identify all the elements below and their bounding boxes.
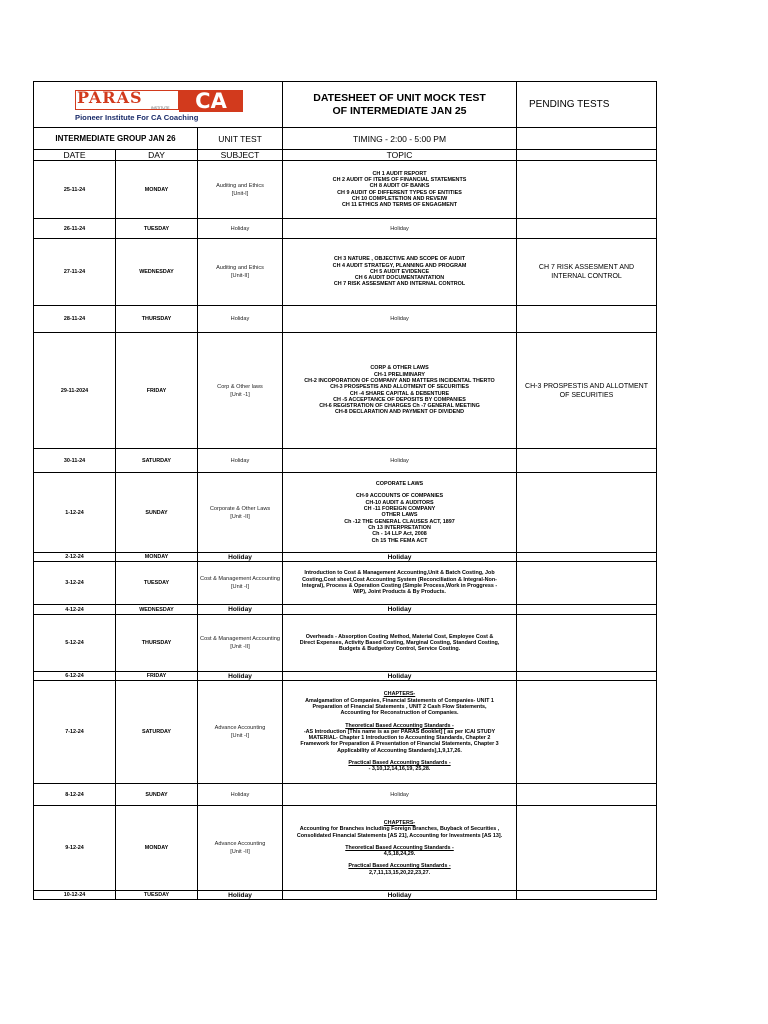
logo-tagline: Pioneer Institute For CA Coaching bbox=[75, 112, 199, 122]
subject-cell bbox=[198, 161, 283, 219]
topic-line: Holiday bbox=[387, 672, 412, 680]
subject-line: Auditing and Ethics bbox=[216, 182, 264, 189]
topic-line: Holiday bbox=[390, 457, 409, 464]
topic-cell bbox=[283, 553, 517, 562]
subject-cell bbox=[198, 219, 283, 239]
subject-line: Cost & Management Accounting bbox=[200, 576, 280, 582]
timing-label: TIMING - 2:00 - 5:00 PM bbox=[283, 128, 517, 150]
topic-cell bbox=[283, 306, 517, 333]
topic-line: CH-8 DECLARATION AND PAYMENT OF DIVIDEND bbox=[334, 409, 465, 416]
subject-line: Advance Accounting bbox=[214, 841, 266, 847]
subject-line: Corporate & Other Laws bbox=[209, 505, 271, 512]
topic-line: Theoretical Based Accounting Standards - bbox=[345, 722, 454, 729]
schedule-row bbox=[34, 161, 657, 219]
subject-line: [Unit -1] bbox=[230, 391, 250, 398]
topic-line: - 3,10,12,14,16,19, 25,28. bbox=[368, 766, 431, 773]
date-cell: 25-11-24 bbox=[34, 161, 116, 219]
schedule-row bbox=[34, 239, 657, 306]
document-title bbox=[283, 82, 517, 128]
day-cell: MONDAY bbox=[116, 806, 198, 891]
topic-line: Direct Expenses, Activity Based Costing, Marginal Costing, Standard Costing, bbox=[299, 639, 500, 646]
subject-line: Holiday bbox=[230, 791, 250, 798]
topic-line: Theoretical Based Accounting Standards - bbox=[345, 844, 454, 851]
topic-cell bbox=[283, 333, 517, 449]
topic-line: CH 11 ETHICS AND TERMS OF ENGAGMENT bbox=[341, 202, 458, 209]
schedule-row bbox=[34, 449, 657, 473]
subject-line: Holiday bbox=[228, 891, 252, 899]
date-cell: 1-12-24 bbox=[34, 473, 116, 553]
date-cell: 6-12-24 bbox=[34, 672, 116, 681]
subject-cell bbox=[198, 449, 283, 473]
topic-line: Introduction to Cost & Management Accounting,Unit & Batch Costing, Job bbox=[304, 570, 495, 577]
topic-line: CH-6 REGISTRATION OF CHARGES Ch -7 GENERAL MEETING bbox=[319, 403, 480, 410]
pending-cell bbox=[517, 219, 657, 239]
schedule-row bbox=[34, 473, 657, 553]
schedule-row bbox=[34, 806, 657, 891]
subject-line: Holiday bbox=[228, 606, 252, 613]
unit-test-label: UNIT TEST bbox=[198, 128, 283, 150]
subject-line: Holiday bbox=[230, 457, 250, 464]
topic-cell bbox=[283, 219, 517, 239]
subject-line: [Unit -II] bbox=[230, 644, 250, 650]
subject-cell bbox=[198, 784, 283, 806]
pending-cell bbox=[517, 672, 657, 681]
subject-line: Holiday bbox=[230, 316, 250, 322]
day-cell: TUESDAY bbox=[116, 562, 198, 605]
day-cell: MONDAY bbox=[116, 553, 198, 562]
topic-line: CH 9 AUDIT OF DIFFERENT TYPES OF ENTITIES bbox=[337, 189, 462, 196]
topic-line: Holiday bbox=[387, 891, 412, 899]
pending-cell bbox=[517, 449, 657, 473]
schedule-row bbox=[34, 553, 657, 562]
schedule-row bbox=[34, 306, 657, 333]
topic-line: Ch 13 INTERPRETATION bbox=[368, 524, 431, 531]
pending-cell bbox=[517, 553, 657, 562]
logo-institute-text: INSTITUTE bbox=[151, 105, 170, 110]
date-cell: 4-12-24 bbox=[34, 605, 116, 615]
topic-line: CH 2 AUDIT OF ITEMS OF FINANCIAL STATEMENTS bbox=[332, 176, 467, 183]
pending-line: CH 7 RISK ASSESMENT AND bbox=[538, 264, 635, 271]
topic-line: Amalgamation of Companies, Financial Statements of Companies- UNIT 1 bbox=[305, 697, 494, 704]
subject-cell bbox=[198, 473, 283, 553]
subject-cell bbox=[198, 806, 283, 891]
subject-cell bbox=[198, 553, 283, 562]
day-cell: SUNDAY bbox=[116, 473, 198, 553]
subject-line: Corp & Other laws bbox=[217, 383, 263, 390]
topic-line: CHAPTERS- bbox=[383, 819, 416, 826]
day-cell: TUESDAY bbox=[116, 219, 198, 239]
column-header-row bbox=[34, 150, 657, 161]
topic-cell bbox=[283, 473, 517, 553]
column-subject: SUBJECT bbox=[198, 150, 283, 161]
schedule-row bbox=[34, 333, 657, 449]
logo-cell bbox=[34, 82, 283, 128]
day-cell: SATURDAY bbox=[116, 449, 198, 473]
topic-line: Budgets & Budgetory Control, Service Costing. bbox=[338, 646, 461, 653]
pending-line: CH-3 PROSPESTIS AND ALLOTMENT bbox=[525, 382, 648, 390]
topic-line: CH -11 FOREIGN COMPANY bbox=[363, 506, 436, 513]
pending-cell bbox=[517, 806, 657, 891]
topic-line: CH-10 AUDIT & AUDITORS bbox=[365, 499, 434, 506]
day-cell: FRIDAY bbox=[116, 333, 198, 449]
pending-cell bbox=[517, 239, 657, 306]
topic-cell bbox=[283, 605, 517, 615]
topic-line: WIP), Joint Products & By Products. bbox=[353, 589, 446, 596]
subject-cell bbox=[198, 239, 283, 306]
topic-line: MATERIAL- Chapter 1 Introduction to Accounting Standards, Chapter 2 bbox=[308, 735, 491, 742]
subject-line: Holiday bbox=[230, 225, 250, 232]
topic-line: CH 7 RISK ASSESMENT AND INTERNAL CONTROL bbox=[333, 281, 466, 288]
pending-line: INTERNAL CONTROL bbox=[551, 273, 622, 280]
subject-line: [Unit-I] bbox=[231, 190, 249, 197]
subject-line: Advance Accounting bbox=[214, 725, 266, 731]
topic-line: CORP & OTHER LAWS bbox=[370, 365, 429, 372]
pending-line: OF SECURITIES bbox=[559, 391, 614, 399]
topic-line: CH 5 AUDIT EVIDENCE bbox=[369, 268, 430, 275]
subject-line: [Unit -II] bbox=[230, 513, 250, 520]
topic-line: Accounting for Branches including Foreign Branches, Buyback of Securities , bbox=[299, 826, 500, 833]
topic-line: CH 1 AUDIT REPORT bbox=[372, 170, 427, 177]
schedule-row bbox=[34, 784, 657, 806]
schedule-row bbox=[34, 615, 657, 672]
subject-line: [Unit -I] bbox=[230, 733, 250, 739]
date-cell: 3-12-24 bbox=[34, 562, 116, 605]
topic-line: 2,7,11,13,15,20,22,23,27. bbox=[368, 869, 431, 876]
topic-line: 4,5,18,24,29. bbox=[383, 851, 416, 858]
subject-line: [Unit -I] bbox=[230, 584, 250, 590]
day-cell: WEDNESDAY bbox=[116, 239, 198, 306]
topic-line: CH 3 NATURE , OBJECTIVE AND SCOPE OF AUDIT bbox=[334, 256, 465, 263]
day-cell: WEDNESDAY bbox=[116, 605, 198, 615]
topic-line: CH -5 ACCEPTANCE OF DEPOSITS BY COMPANIES bbox=[333, 396, 466, 403]
group-label: INTERMEDIATE GROUP JAN 26 bbox=[34, 128, 198, 150]
datesheet bbox=[33, 81, 656, 900]
day-cell: SATURDAY bbox=[116, 681, 198, 784]
date-cell: 8-12-24 bbox=[34, 784, 116, 806]
column-day: DAY bbox=[116, 150, 198, 161]
day-cell: FRIDAY bbox=[116, 672, 198, 681]
topic-line: Consolidated Financial Statements [AS 21], Accounting for Investments [AS 13]. bbox=[296, 832, 503, 839]
subject-cell bbox=[198, 333, 283, 449]
subject-line: [Unit-II] bbox=[230, 273, 250, 279]
topic-line: CH 4 AUDIT STRATEGY, PLANNING AND PROGRAM bbox=[332, 262, 467, 269]
topic-cell bbox=[283, 806, 517, 891]
column-date: DATE bbox=[34, 150, 116, 161]
day-cell: SUNDAY bbox=[116, 784, 198, 806]
date-cell: 2-12-24 bbox=[34, 553, 116, 562]
subject-cell bbox=[198, 562, 283, 605]
pending-cell bbox=[517, 161, 657, 219]
topic-line: Ch -12 THE GENERAL CLAUSES ACT, 1897 bbox=[344, 518, 455, 525]
topic-line: Preparation of Financial Statements , UNIT 2 Cash Flow Statements, bbox=[312, 703, 487, 710]
topic-cell bbox=[283, 681, 517, 784]
topic-line: CH-2 INCOPORATION OF COMPANY AND MATTERS INCIDENTAL THERTO bbox=[304, 377, 495, 384]
title-line-2: OF INTERMEDIATE JAN 25 bbox=[332, 104, 467, 117]
topic-line: Ch - 14 LLP Act, 2008 bbox=[372, 531, 427, 538]
topic-cell bbox=[283, 449, 517, 473]
topic-line: CH-1 PRELIMINARY bbox=[374, 371, 426, 378]
pending-cell bbox=[517, 605, 657, 615]
topic-line: CH 10 COMPLETETION AND REVEIW bbox=[351, 195, 448, 202]
day-cell: THURSDAY bbox=[116, 306, 198, 333]
schedule-row bbox=[34, 562, 657, 605]
pending-cell bbox=[517, 306, 657, 333]
subject-cell bbox=[198, 615, 283, 672]
title-line-1: DATESHEET OF UNIT MOCK TEST bbox=[313, 91, 486, 104]
date-cell: 27-11-24 bbox=[34, 239, 116, 306]
day-cell: THURSDAY bbox=[116, 615, 198, 672]
schedule-row bbox=[34, 891, 657, 900]
topic-line: Integral), Process & Operation Costing (Simple Process,Work in Proggress - bbox=[301, 583, 498, 589]
pending-cell bbox=[517, 681, 657, 784]
title-row bbox=[34, 82, 657, 128]
logo-paras-text: PARAS bbox=[77, 87, 143, 107]
topic-line: Costing,Cost sheet,Cost Accounting System (Reconciliation & Integral-Non- bbox=[302, 576, 497, 583]
subject-cell bbox=[198, 605, 283, 615]
topic-line: CH -4 SHARE CAPITAL & DEBENTURE bbox=[349, 390, 450, 397]
subject-line: [Unit -II] bbox=[230, 849, 250, 855]
topic-line: Holiday bbox=[390, 225, 409, 232]
date-cell: 10-12-24 bbox=[34, 891, 116, 900]
paras-ca-logo bbox=[73, 88, 243, 122]
topic-line: Holiday bbox=[387, 553, 412, 561]
topic-cell bbox=[283, 672, 517, 681]
topic-cell bbox=[283, 239, 517, 306]
date-cell: 29-11-2024 bbox=[34, 333, 116, 449]
pending-cell bbox=[517, 891, 657, 900]
subject-cell bbox=[198, 681, 283, 784]
topic-line: Accounting for Reconstruction of Companies. bbox=[340, 710, 459, 717]
subject-line: Holiday bbox=[228, 553, 252, 561]
pending-cell bbox=[517, 562, 657, 605]
date-cell: 26-11-24 bbox=[34, 219, 116, 239]
topic-line: Ch 15 THE FEMA ACT bbox=[371, 537, 428, 544]
datesheet-table bbox=[33, 81, 657, 900]
schedule-row bbox=[34, 681, 657, 784]
schedule-row bbox=[34, 672, 657, 681]
date-cell: 30-11-24 bbox=[34, 449, 116, 473]
column-topic: TOPIC bbox=[283, 150, 517, 161]
topic-line: -AS Introduction [This name is as per PARAS Booklet] [ as per ICAI STUDY bbox=[303, 728, 496, 735]
topic-line: Applicability of Accounting Standards],1,9,17,26. bbox=[337, 747, 462, 754]
topic-cell bbox=[283, 161, 517, 219]
column-pending bbox=[517, 150, 657, 161]
topic-line: COPORATE LAWS bbox=[375, 481, 424, 488]
topic-line: CH-9 ACCOUNTS OF COMPANIES bbox=[355, 493, 444, 500]
pending-cell bbox=[517, 784, 657, 806]
logo-ca-text: CA bbox=[179, 90, 243, 112]
topic-line: CH 8 AUDIT OF BANKS bbox=[369, 183, 430, 190]
subject-line: Auditing and Ethics bbox=[216, 265, 264, 271]
day-cell: MONDAY bbox=[116, 161, 198, 219]
pending-cell bbox=[517, 615, 657, 672]
topic-line: CH-3 PROSPESTIS AND ALLOTMENT OF SECURITIES bbox=[330, 384, 469, 391]
pending-tests-heading: PENDING TESTS bbox=[517, 82, 657, 128]
topic-line: Framework for Preparation & Presentation of Financial Statements, Chapter 3 bbox=[300, 741, 499, 748]
topic-cell bbox=[283, 615, 517, 672]
date-cell: 9-12-24 bbox=[34, 806, 116, 891]
topic-cell bbox=[283, 784, 517, 806]
pending-cell bbox=[517, 473, 657, 553]
date-cell: 7-12-24 bbox=[34, 681, 116, 784]
topic-line: Holiday bbox=[390, 316, 409, 322]
topic-line: Overheads - Absorption Costing Method, Material Cost, Employee Cost & bbox=[305, 633, 494, 640]
day-cell: TUESDAY bbox=[116, 891, 198, 900]
pending-cell bbox=[517, 333, 657, 449]
topic-line: Holiday bbox=[387, 606, 412, 613]
empty-cell bbox=[517, 128, 657, 150]
subject-line: Cost & Management Accounting bbox=[200, 636, 280, 642]
date-cell: 5-12-24 bbox=[34, 615, 116, 672]
subject-cell bbox=[198, 891, 283, 900]
subheader-row bbox=[34, 128, 657, 150]
topic-line: CH 6 AUDIT DOCUMENTANTATION bbox=[354, 275, 445, 282]
topic-cell bbox=[283, 562, 517, 605]
schedule-row bbox=[34, 605, 657, 615]
topic-line: CHAPTERS- bbox=[383, 691, 416, 698]
topic-line: Practical Based Accounting Standards - bbox=[348, 760, 451, 767]
subject-cell bbox=[198, 672, 283, 681]
subject-cell bbox=[198, 306, 283, 333]
topic-line: OTHER LAWS bbox=[381, 512, 418, 519]
topic-cell bbox=[283, 891, 517, 900]
schedule-row bbox=[34, 219, 657, 239]
date-cell: 28-11-24 bbox=[34, 306, 116, 333]
topic-line: Holiday bbox=[390, 791, 409, 798]
subject-line: Holiday bbox=[228, 672, 252, 680]
topic-line: Practical Based Accounting Standards - bbox=[348, 863, 451, 870]
